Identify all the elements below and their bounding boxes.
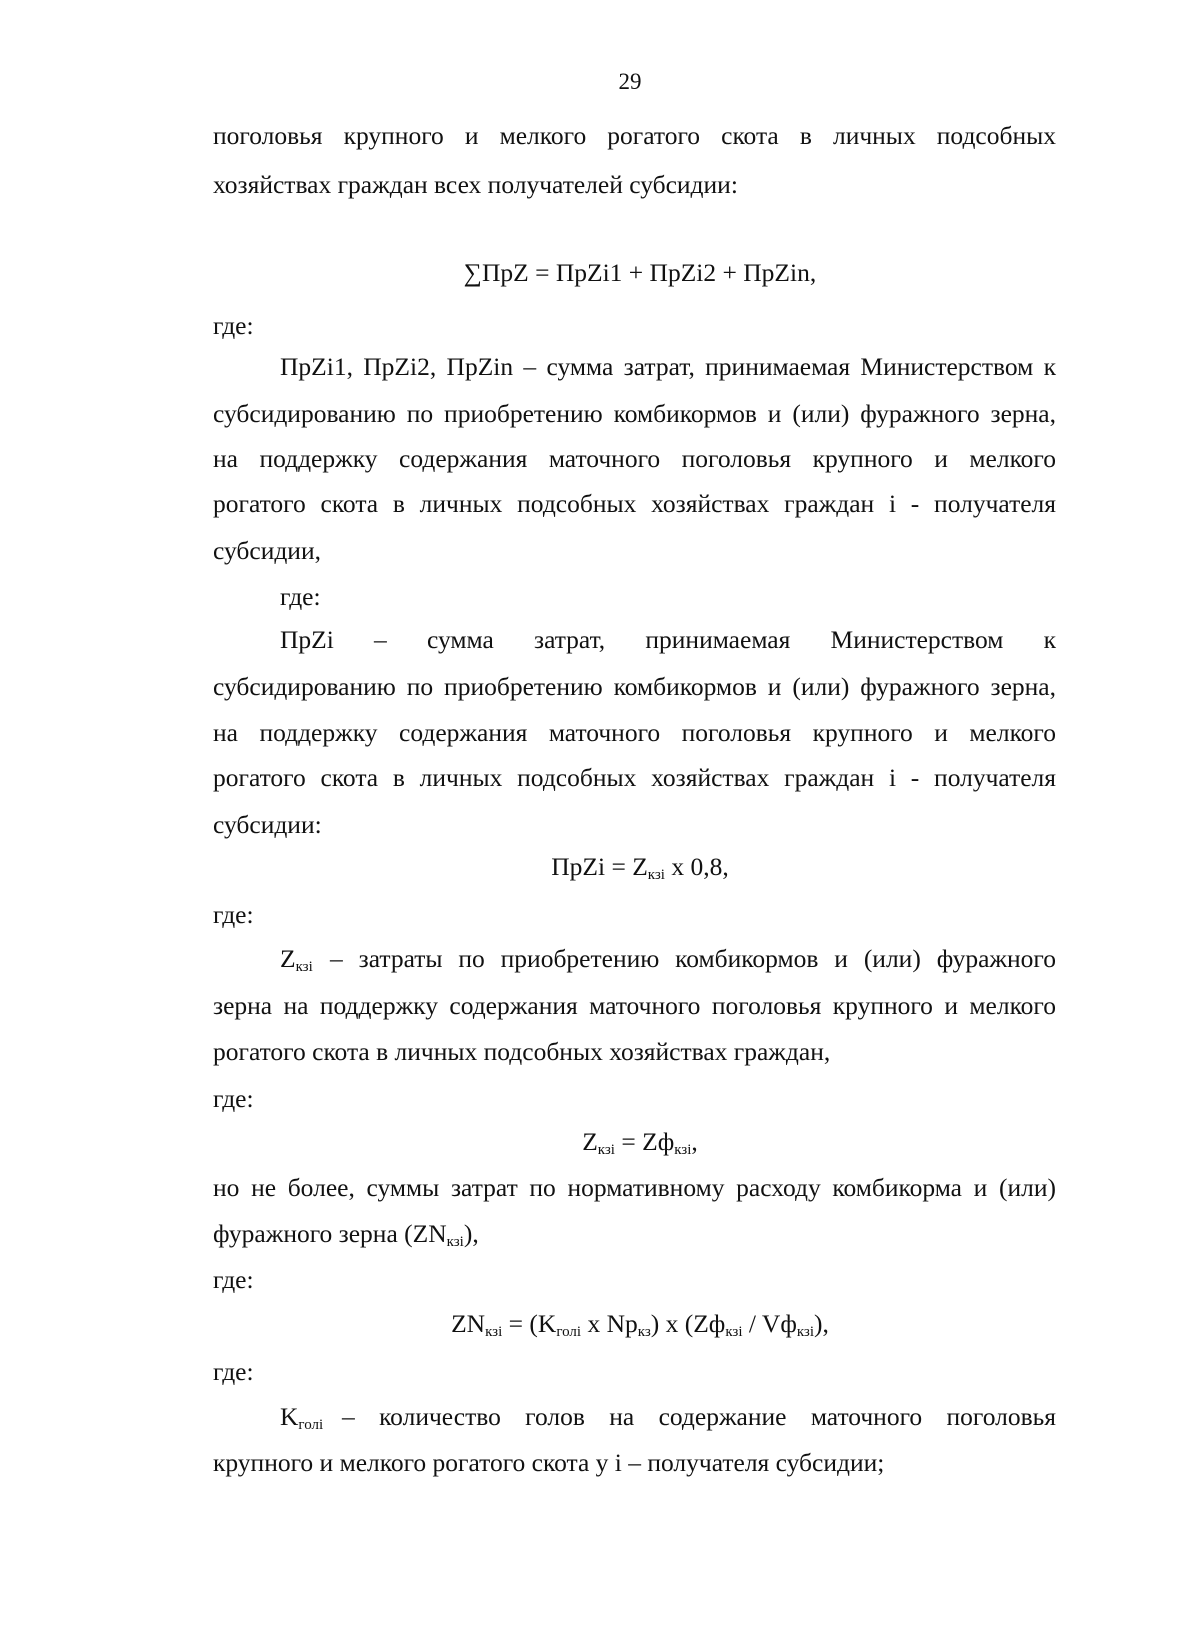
definition-k: $K_{голi}$: [280, 1402, 324, 1433]
text-line: но не более, суммы затрат по нормативному расходу комбикорма и (или): [213, 1173, 1056, 1202]
text-line: где:: [213, 1084, 254, 1113]
symbol-z: Z: [280, 944, 296, 973]
text-line: рогатого скота в личных подсобных хозяйствах граждан,: [213, 1037, 831, 1066]
text-line: где:: [280, 582, 321, 611]
text-line: где:: [213, 311, 254, 340]
text-line: фуражного зерна $(ZN_{кзi})$,: [213, 1219, 479, 1250]
text-line: субсидии,: [213, 536, 321, 565]
text-line: где:: [213, 1357, 254, 1386]
text-line: ПрZi – сумма затрат, принимаемая Министерством к: [280, 625, 1056, 654]
text-line: зерна на поддержку содержания маточного поголовья крупного и мелкого: [213, 991, 1056, 1020]
formula-przi: ПрZi = $Z_{кзi}$ x 0,8,: [551, 852, 729, 883]
text-line: хозяйствах граждан всех получателей субсидии:: [213, 170, 738, 199]
definition-z: $Z_{кзi}$: [280, 944, 313, 975]
symbol-k: K: [280, 1402, 299, 1431]
text-line: ПрZi1, ПрZi2, ПрZin – сумма затрат, принимаемая Министерством к: [280, 352, 1056, 381]
text-line: рогатого скота в личных подсобных хозяйствах граждан i - получателя: [213, 763, 1056, 792]
text-line: крупного и мелкого рогатого скота у i – получателя субсидии;: [213, 1448, 885, 1477]
text-line: где:: [213, 900, 254, 929]
page-number: 29: [618, 69, 642, 94]
formula-z: $Z_{кзi} = Zф_{кзi}$,: [582, 1127, 698, 1158]
text-line: субсидии:: [213, 810, 322, 839]
text-line: – количество голов на содержание маточного поголовья: [342, 1402, 1056, 1431]
text-line: поголовья крупного и мелкого рогатого скота в личных подсобных: [213, 121, 1056, 150]
text-line: – затраты по приобретению комбикормов и (или) фуражного: [330, 944, 1056, 973]
text-line: рогатого скота в личных подсобных хозяйствах граждан i - получателя: [213, 489, 1056, 518]
text-line: на поддержку содержания маточного поголовья крупного и мелкого: [213, 718, 1056, 747]
text-line: субсидированию по приобретению комбикормов и (или) фуражного зерна,: [213, 399, 1056, 428]
formula-sum: ∑ПрZ = ПрZi1 + ПрZi2 + ПрZin,: [463, 258, 817, 287]
formula-zn: $ZN_{кзi} = (K_{голi}$ x $Np_{кз}$) x $(Zф_{кзi} / Vф_{кзi})$,: [451, 1309, 829, 1340]
text-line: субсидированию по приобретению комбикормов и (или) фуражного зерна,: [213, 672, 1056, 701]
text-line: на поддержку содержания маточного поголовья крупного и мелкого: [213, 444, 1056, 473]
text-line: где:: [213, 1265, 254, 1294]
